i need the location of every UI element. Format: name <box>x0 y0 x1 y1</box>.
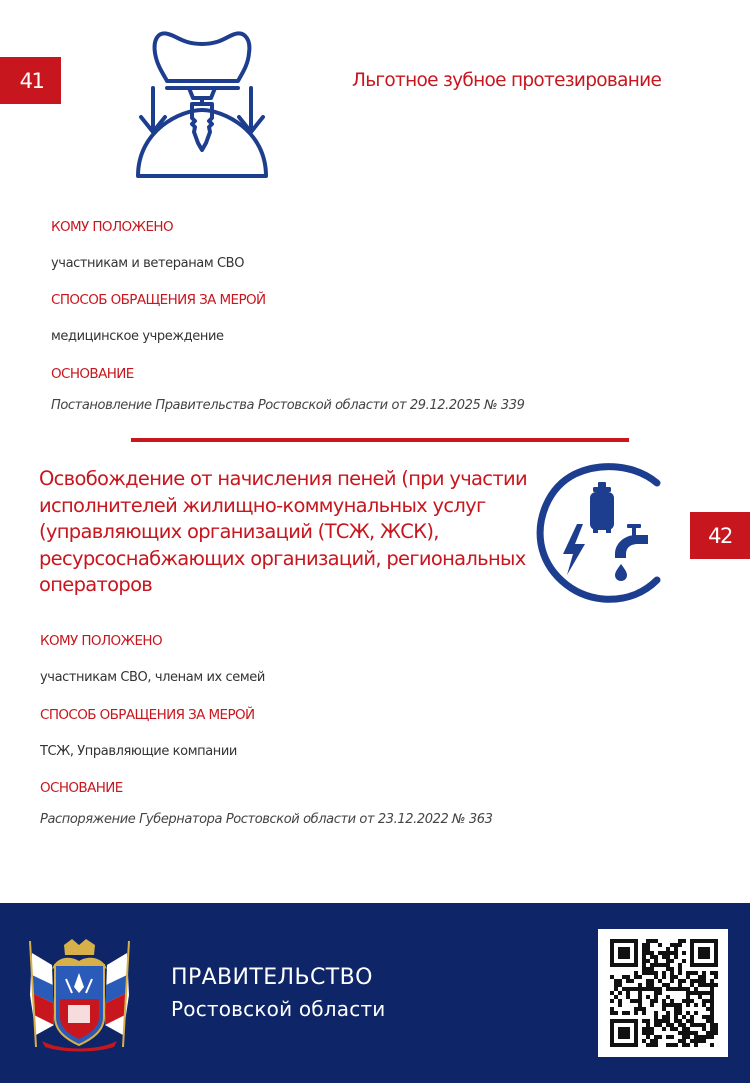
qr-code-icon <box>598 929 728 1057</box>
legal-basis-label: ОСНОВАНИЕ <box>51 366 134 382</box>
legal-basis-value: Постановление Правительства Ростовской области от 29.12.2025 № 339 <box>51 398 525 413</box>
legal-basis-label: ОСНОВАНИЕ <box>40 780 123 796</box>
government-subtitle: Ростовской области <box>171 997 386 1021</box>
application-method-label: СПОСОБ ОБРАЩЕНИЯ ЗА МЕРОЙ <box>40 707 255 723</box>
eligibility-value: участникам и ветеранам СВО <box>51 256 245 271</box>
item-title-42-line-5: операторов <box>39 573 153 597</box>
utilities-icon <box>533 462 668 604</box>
application-method-value: медицинское учреждение <box>51 329 224 344</box>
application-method-label: СПОСОБ ОБРАЩЕНИЯ ЗА МЕРОЙ <box>51 292 266 308</box>
eligibility-label: КОМУ ПОЛОЖЕНО <box>40 633 162 649</box>
dental-implant-icon <box>131 25 273 183</box>
government-title: ПРАВИТЕЛЬСТВО <box>171 965 373 990</box>
legal-basis-value: Распоряжение Губернатора Ростовской области от 23.12.2022 № 363 <box>40 812 493 827</box>
section-divider <box>131 438 629 442</box>
qr-code-frame <box>598 929 728 1057</box>
item-number-badge-41: 41 <box>0 57 61 104</box>
item-title-42-line-3: (управляющих организаций (ТСЖ, ЖСК), <box>39 520 439 544</box>
item-title-42-line-1: Освобождение от начисления пеней (при участии <box>39 467 527 490</box>
eligibility-value: участникам СВО, членам их семей <box>40 670 265 685</box>
coat-of-arms-icon <box>22 935 137 1053</box>
application-method-value: ТСЖ, Управляющие компании <box>40 744 237 759</box>
item-title-42 <box>39 466 539 599</box>
item-title-41: Льготное зубное протезирование <box>352 70 662 91</box>
item-title-42-line-2: исполнителей жилищно-коммунальных услуг <box>39 493 486 517</box>
item-title-42-line-4: ресурсоснабжающих организаций, региональных <box>39 546 526 570</box>
item-number-badge-42: 42 <box>690 512 750 559</box>
eligibility-label: КОМУ ПОЛОЖЕНО <box>51 219 173 235</box>
